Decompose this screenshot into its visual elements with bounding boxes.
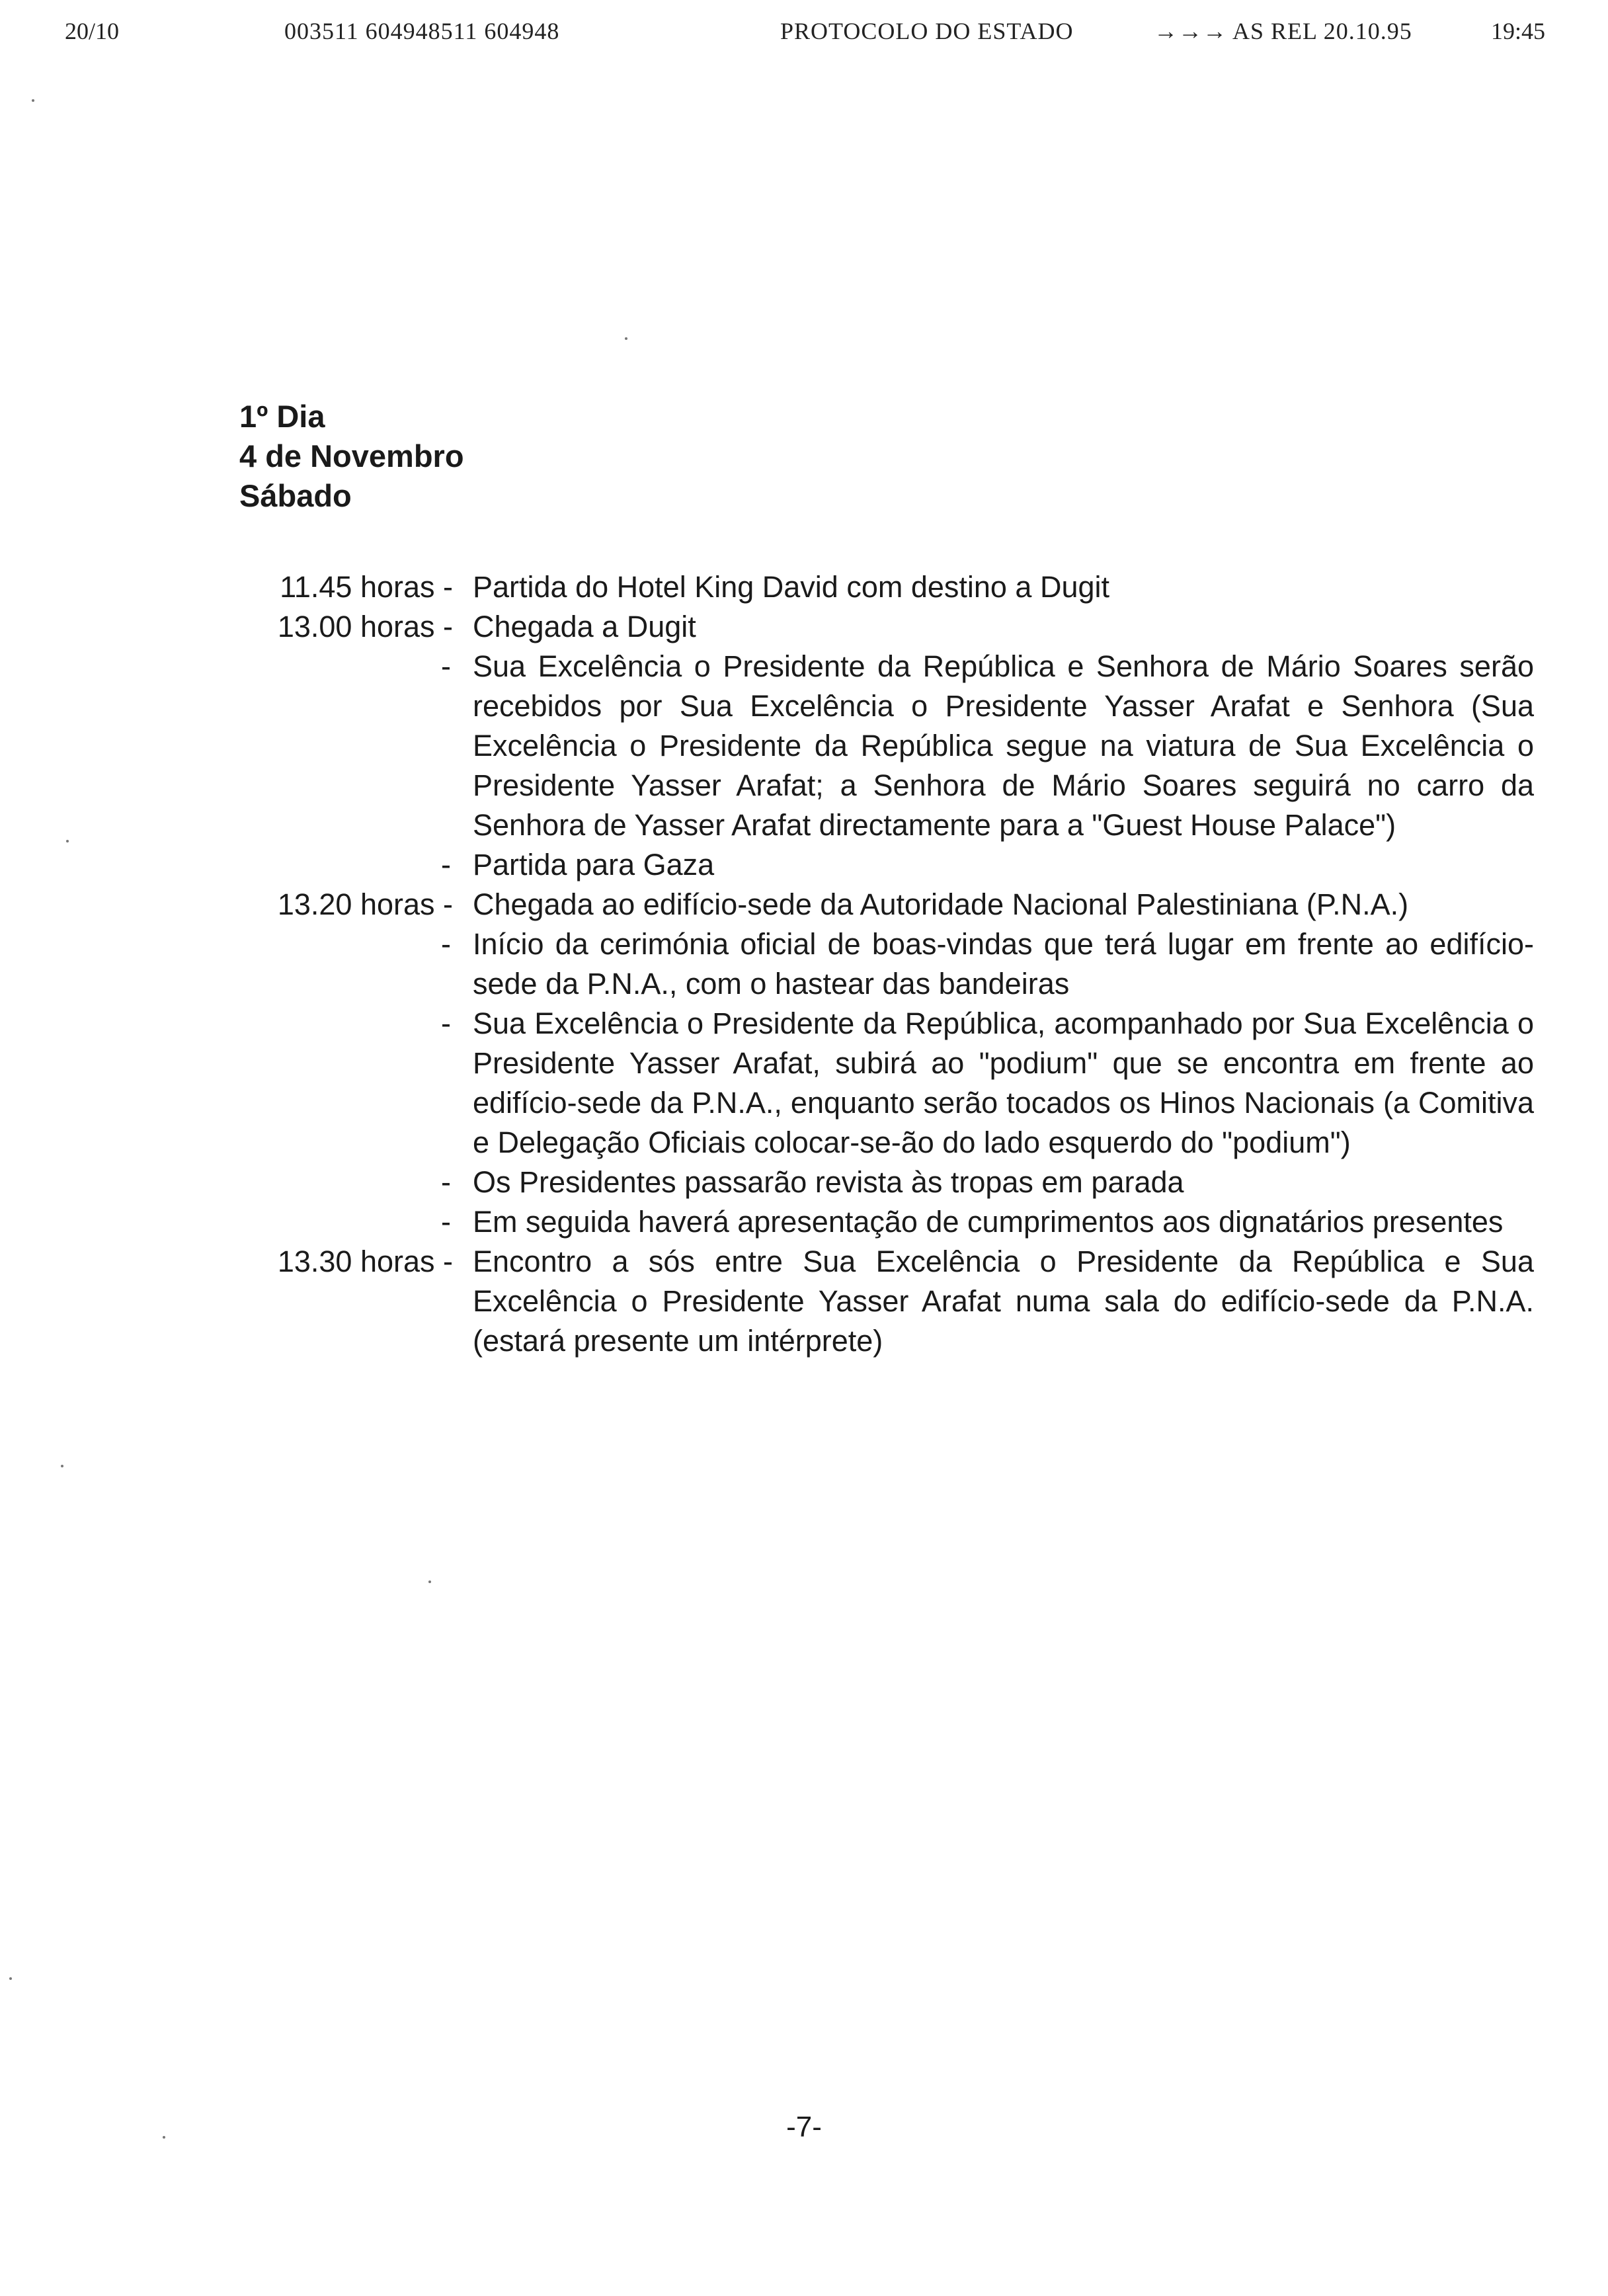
item-text: Chegada ao edifício-sede da Autoridade Nacional Palestiniana (P.N.A.) <box>473 887 1409 921</box>
item-text: Partida para Gaza <box>473 848 715 882</box>
page-number: -7- <box>786 2111 822 2143</box>
entry-item <box>473 1242 1534 1361</box>
schedule-entry <box>225 567 1534 607</box>
entry-time: 11.45 horas - <box>280 570 453 604</box>
fax-header <box>0 17 1608 50</box>
item-dash: - <box>441 1165 451 1199</box>
item-text: Sua Excelência o Presidente da República, acompanhado por Sua Excelência o Presidente Yasser Arafat, subirá ao "podium" que se encontra em frente ao edifício-sede da P.N.A., enquanto serão tocados os Hinos Nacionais (a Comitiva e Delegação Oficiais colocar-se-ão do lado esquerdo do "podium") <box>473 1006 1534 1159</box>
entry-time: 13.20 horas - <box>277 887 453 921</box>
schedule-entry <box>225 1242 1534 1361</box>
fax-header-numbers: 003511 604948511 604948 <box>284 18 560 44</box>
day-number: 1º Dia <box>239 399 325 434</box>
item-text: Início da cerimónia oficial de boas-vindas que terá lugar em frente ao edifício-sede da P.N.A., com o hastear das bandeiras <box>473 927 1534 1001</box>
item-dash: - <box>441 649 451 683</box>
item-dash: - <box>441 1006 451 1040</box>
entry-time: 13.30 horas - <box>277 1245 453 1278</box>
item-text: Sua Excelência o Presidente da República e Senhora de Mário Soares serão recebidos por Sua Excelência o Presidente Yasser Arafat e Senhora (Sua Excelência o Presidente da República segue na viatura de Sua Excelência o Presidente Yasser Arafat; a Senhora de Mário Soares seguirá no carro da Senhora de Yasser Arafat directamente para a "Guest House Palace") <box>473 649 1534 842</box>
scan-speck <box>428 1580 431 1583</box>
entry-item <box>441 1004 1534 1163</box>
entry-item <box>473 567 1534 607</box>
fax-header-date: 20/10 <box>65 18 120 44</box>
entry-item <box>441 1202 1534 1242</box>
item-dash: - <box>441 927 451 961</box>
fax-header-time: 19:45 <box>1491 18 1546 44</box>
schedule-entry <box>225 607 1534 885</box>
item-text: Encontro a sós entre Sua Excelência o Presidente da República e Sua Excelência o Presidente Yasser Arafat numa sala do edifício-sede da P.N.A. (estará presente um intérprete) <box>473 1245 1534 1358</box>
day-weekday: Sábado <box>239 478 352 513</box>
item-dash: - <box>441 1205 451 1239</box>
entry-item <box>441 845 1534 885</box>
fax-header-sender: PROTOCOLO DO ESTADO <box>780 18 1074 44</box>
item-text: Os Presidentes passarão revista às tropas em parada <box>473 1165 1184 1199</box>
fax-header-received: →→→ AS REL 20.10.95 <box>1154 18 1412 44</box>
entry-item <box>441 647 1534 845</box>
scan-speck <box>625 337 627 340</box>
scan-speck <box>32 99 34 102</box>
entry-item <box>473 607 1534 647</box>
entry-item <box>473 885 1534 924</box>
scan-speck <box>9 1977 12 1980</box>
entry-time: 13.00 horas - <box>277 610 453 643</box>
item-text: Partida do Hotel King David com destino a Dugit <box>473 570 1110 604</box>
item-text: Chegada a Dugit <box>473 610 696 643</box>
item-dash: - <box>441 848 451 882</box>
day-date: 4 de Novembro <box>239 438 464 473</box>
scan-speck <box>66 840 69 842</box>
item-text: Em seguida haverá apresentação de cumprimentos aos dignatários presentes <box>473 1205 1504 1239</box>
schedule-entry <box>225 885 1534 1242</box>
entry-item <box>441 1163 1534 1202</box>
day-heading <box>239 397 464 516</box>
schedule <box>225 567 1534 1361</box>
scan-speck <box>61 1465 63 1467</box>
entry-item <box>441 924 1534 1004</box>
